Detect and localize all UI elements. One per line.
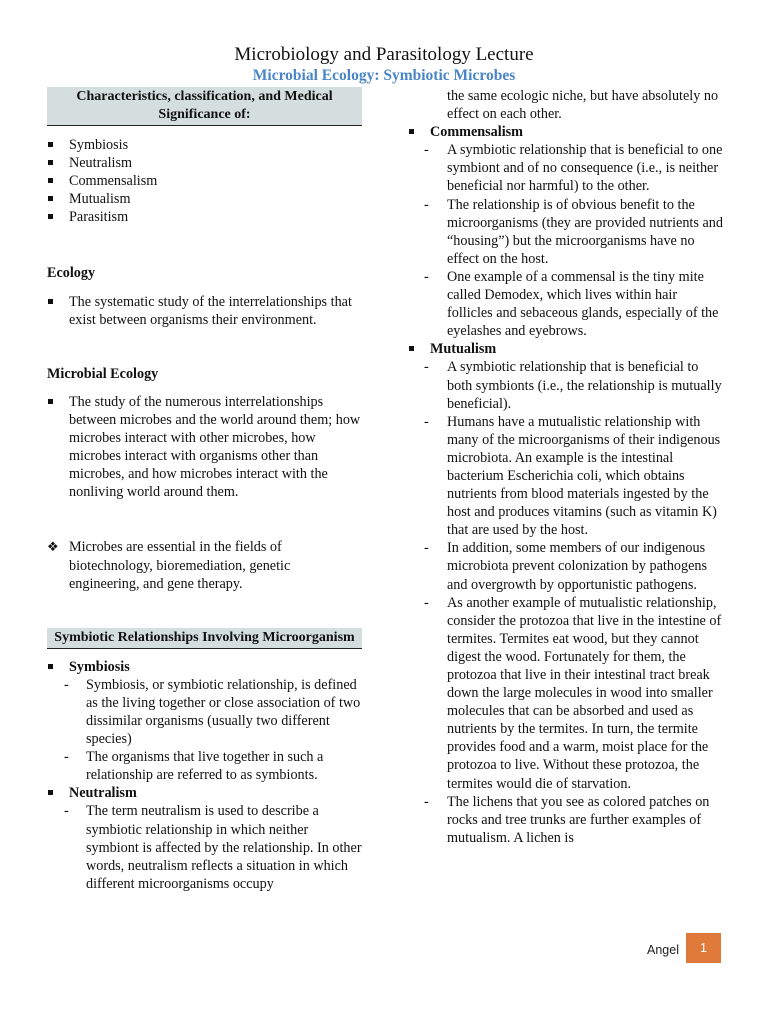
- mutualism-item: - As another example of mutualistic relationship, consider the protozoa that live in the intestine of termites. Termites eat wood, but they cannot digest the wood. Fortunately for them, the protozoa that live in their intestinal tract break down the large molecules in wood into smaller molecules that can be absorbed and used as nutrients by the termites. In turn, the termite provides food and a warm, moist place for the protozoa to live. Without these protozoa, the termites would die of starvation.: [408, 594, 726, 793]
- mutualism-heading: Mutualism: [408, 340, 726, 358]
- microbial-ecology-heading: Microbial Ecology: [47, 365, 159, 382]
- mutualism-item: - Humans have a mutualistic relationship with many of the microorganisms of their indigenous microbiota. An example is the intestinal bacterium Escherichia coli, which obtains nutrients from blood materials ingested by the host and produces vitamins (such as vitamin K) that are used by the host.: [408, 413, 726, 540]
- page-number-badge: 1: [686, 933, 721, 963]
- symbiosis-section: [47, 658, 362, 676]
- symbiosis-item: - The organisms that live together in such a relationship are referred to as symbionts.: [47, 748, 362, 784]
- ecology-definition: The systematic study of the interrelationships that exist between organisms their environment.: [47, 293, 362, 329]
- note-list: [47, 538, 362, 592]
- neutralism-item: - The term neutralism is used to describe a symbiotic relationship in which neither symbiont is affected by the relationship. In other words, neutralism reflects a situation in which different microorganisms occupy: [47, 802, 362, 892]
- commensalism-item: - The relationship is of obvious benefit to the microorganisms (they are provided nutrients and “housing”) but the microorganisms have no effect on the host.: [408, 196, 726, 268]
- ecology-list: [47, 293, 362, 329]
- topic-list-item: Commensalism: [47, 172, 362, 190]
- intro-heading-box: Characteristics, classification, and Medical Significance of:: [47, 87, 362, 126]
- topic-list-item: Parasitism: [47, 208, 362, 226]
- symbiosis-item: - Symbiosis, or symbiotic relationship, is defined as the living together or close association of two dissimilar organisms (usually two different species): [47, 676, 362, 748]
- symbiotic-heading-box: Symbiotic Relationships Involving Microorganism: [47, 628, 362, 649]
- mutualism-item: - A symbiotic relationship that is beneficial to both symbionts (i.e., the relationship is mutually beneficial).: [408, 358, 726, 412]
- neutralism-section: [47, 784, 362, 802]
- topic-list-item: Symbiosis: [47, 136, 362, 154]
- microbial-ecology-definition: The study of the numerous interrelationships between microbes and the world around them; how microbes interact with other microbes, how microbes interact with organisms other than microbes, and how microbes interact with the nonliving world around them.: [47, 393, 362, 502]
- topic-list-item: Mutualism: [47, 190, 362, 208]
- footer-author: Angel: [647, 943, 679, 957]
- symbiosis-details: [47, 676, 362, 785]
- document-subtitle: Microbial Ecology: Symbiotic Microbes: [252, 67, 516, 84]
- ecology-heading: Ecology: [47, 265, 96, 282]
- commensalism-item: - One example of a commensal is the tiny mite called Demodex, which lives within hair follicles and sebaceous glands, especially of the eyelashes and eyebrows.: [408, 268, 726, 340]
- topic-list-item: Neutralism: [47, 154, 362, 172]
- essential-note: ❖ Microbes are essential in the fields of biotechnology, bioremediation, genetic engineering, and gene therapy.: [47, 538, 362, 592]
- mutualism-item: - The lichens that you see as colored patches on rocks and tree trunks are further examples of mutualism. A lichen is: [408, 793, 726, 847]
- neutralism-heading: Neutralism: [47, 784, 362, 802]
- left-column: [47, 87, 362, 893]
- symbiosis-heading: Symbiosis: [47, 658, 362, 676]
- mutualism-details: [408, 358, 726, 847]
- neutralism-item-continued: the same ecologic niche, but have absolutely no effect on each other.: [447, 88, 719, 123]
- right-column: [408, 87, 726, 847]
- neutralism-details: [47, 802, 362, 892]
- mutualism-section: [408, 340, 726, 358]
- microbial-ecology-list: [47, 393, 362, 502]
- topic-list: [47, 136, 362, 226]
- commensalism-heading: Commensalism: [408, 123, 726, 141]
- document-title: Microbiology and Parasitology Lecture: [234, 44, 534, 65]
- commensalism-details: [408, 141, 726, 340]
- commensalism-section: [408, 123, 726, 141]
- mutualism-item: - In addition, some members of our indigenous microbiota prevent colonization by pathogens and overgrowth by opportunistic pathogens.: [408, 539, 726, 593]
- commensalism-item: - A symbiotic relationship that is beneficial to one symbiont and of no consequence (i.e., is neither beneficial nor harmful) to the other.: [408, 141, 726, 195]
